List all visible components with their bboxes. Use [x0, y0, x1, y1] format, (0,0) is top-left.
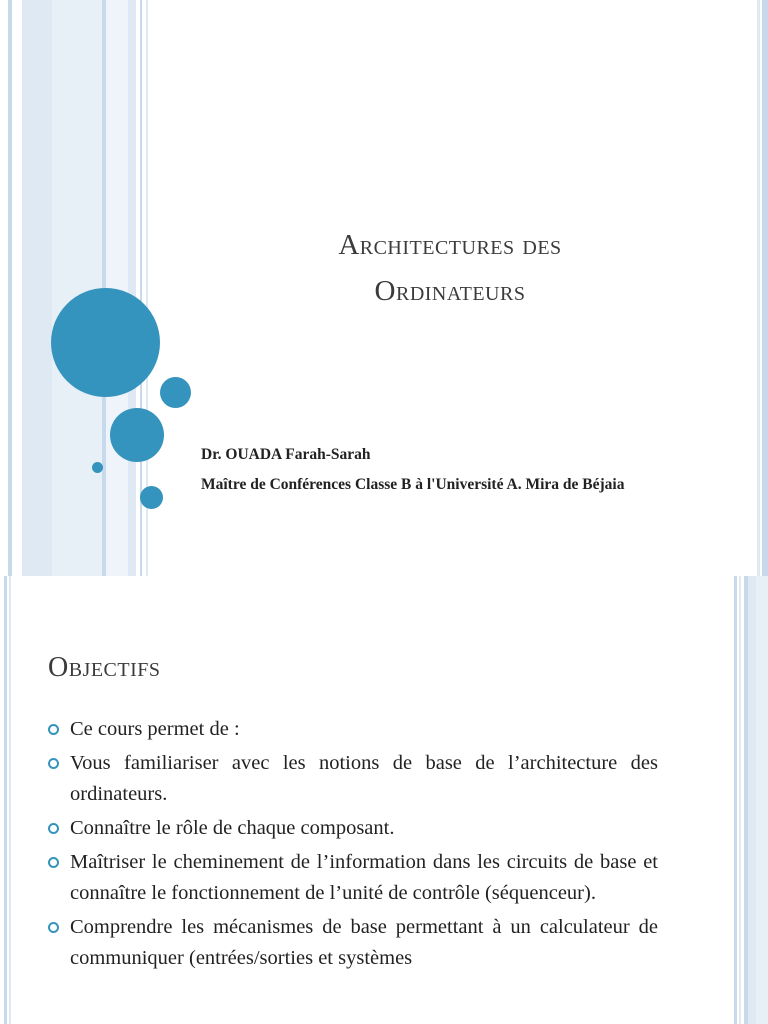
decor-band: [739, 576, 741, 1024]
decor-band: [9, 576, 11, 1024]
decor-band: [22, 0, 52, 576]
slide-title: Objectifs: [48, 652, 161, 683]
decor-band: [0, 0, 8, 576]
list-item: [48, 847, 658, 909]
bullet-list: [48, 714, 658, 977]
slide-title: [200, 222, 700, 314]
bullet-circle-icon: [48, 922, 59, 933]
decor-band: [12, 0, 22, 576]
list-item-text: Comprendre les mécanismes de base permettant à un calculateur de communiquer (entrées/sorties et systèmes: [70, 916, 658, 969]
decor-band: [734, 576, 737, 1024]
decor-circle-medium: [110, 408, 164, 462]
decor-circle-large: [51, 288, 160, 397]
list-item-text: Maîtriser le cheminement de l’information dans les circuits de base et connaître le fonctionnement de l’unité de contrôle (séquenceur).: [70, 851, 658, 904]
author-name: Dr. OUADA Farah-Sarah: [201, 446, 371, 463]
author-affiliation: Maître de Conférences Classe B à l'Université A. Mira de Béjaia: [201, 476, 625, 493]
list-item-text: Vous familiariser avec les notions de base de l’architecture des ordinateurs.: [70, 752, 658, 805]
decor-band: [762, 0, 768, 576]
list-item-text: Ce cours permet de :: [70, 718, 240, 740]
list-item: [48, 748, 658, 810]
objectives-slide: [0, 576, 768, 1024]
list-item: [48, 912, 658, 974]
decor-band: [757, 0, 760, 576]
decor-circle-small: [140, 486, 163, 509]
slide-title-line: Architectures des: [338, 229, 562, 261]
list-item-text: Connaître le rôle de chaque composant.: [70, 817, 395, 839]
decor-circle-small: [160, 377, 191, 408]
bullet-circle-icon: [48, 758, 59, 769]
decor-band: [4, 576, 7, 1024]
list-item: [48, 714, 658, 745]
bullet-circle-icon: [48, 823, 59, 834]
decor-band: [756, 576, 768, 1024]
decor-band: [128, 0, 136, 576]
bullet-circle-icon: [48, 857, 59, 868]
list-item: [48, 813, 658, 844]
decor-circle-tiny: [92, 462, 103, 473]
slide-title-line: Ordinateurs: [374, 275, 526, 307]
bullet-circle-icon: [48, 724, 59, 735]
